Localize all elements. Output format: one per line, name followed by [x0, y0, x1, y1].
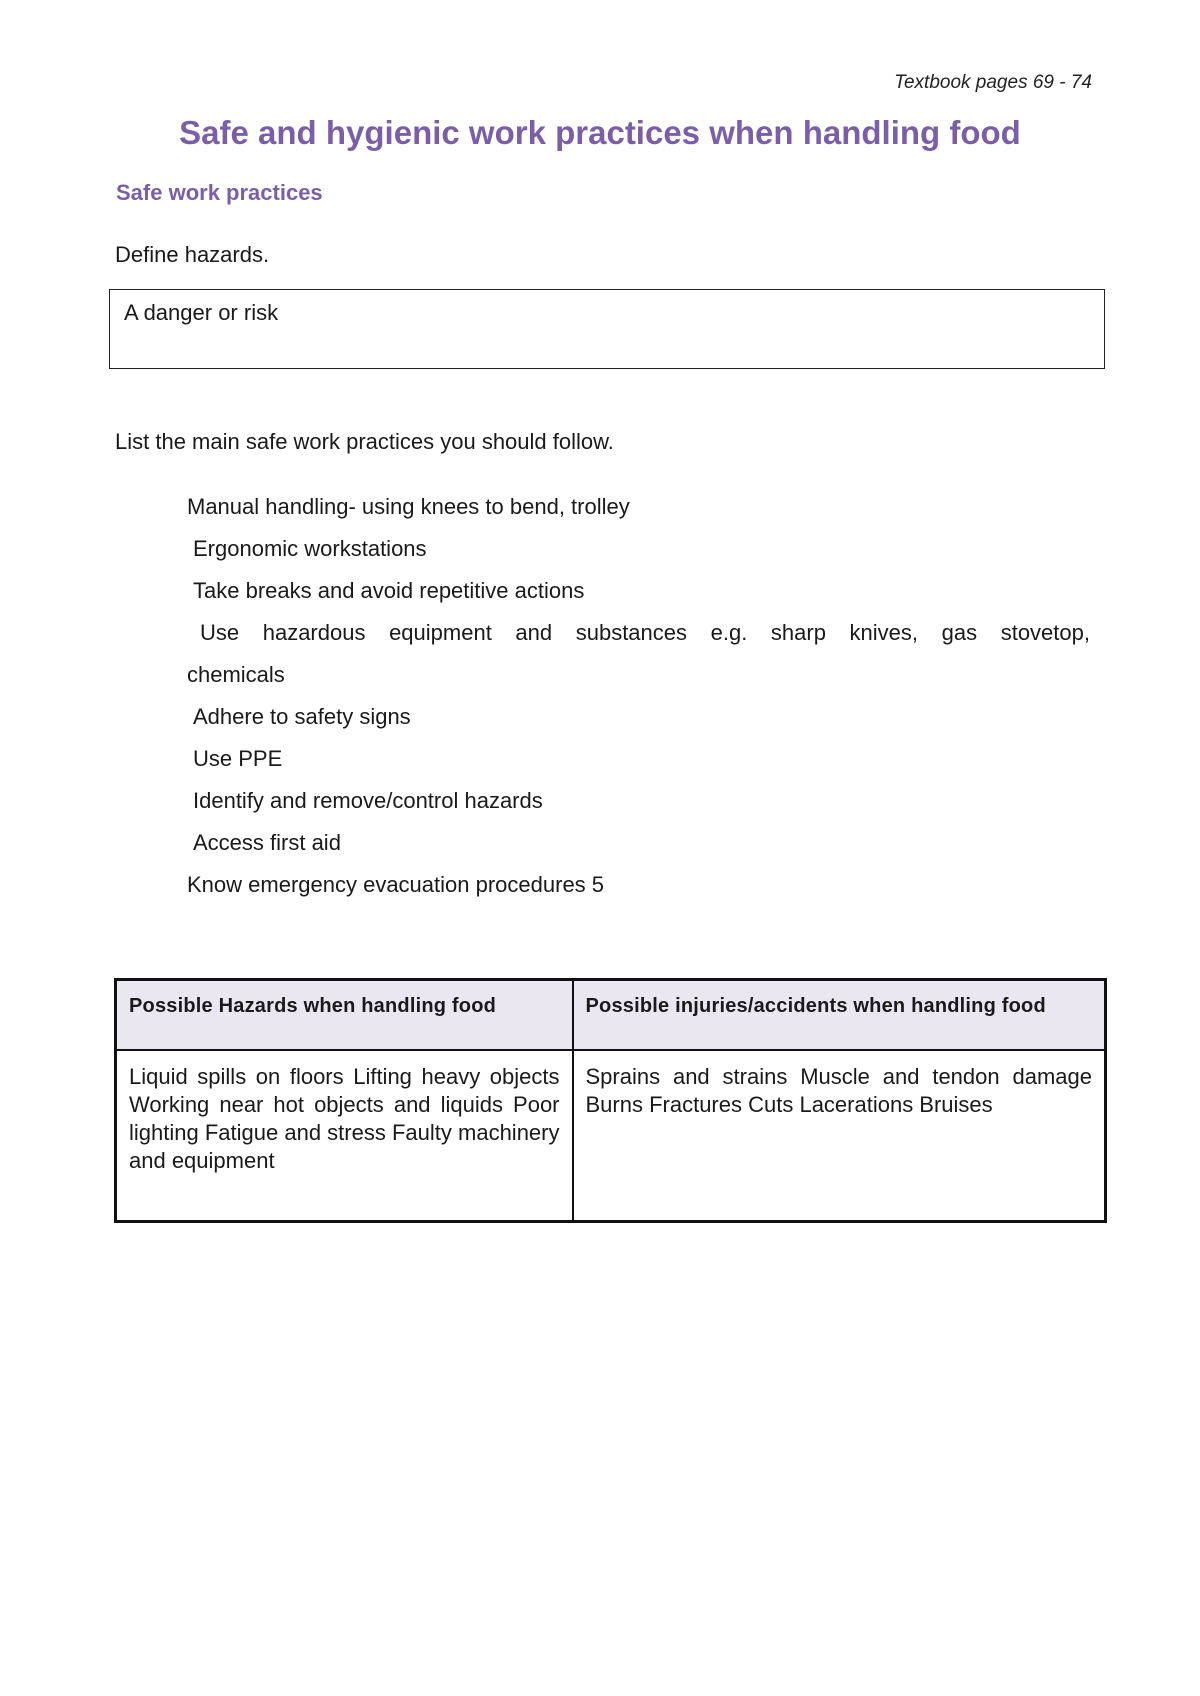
hazards-injuries-table	[114, 978, 1107, 1223]
header-injuries: Possible injuries/accidents when handling food	[573, 980, 1106, 1050]
page-reference: Textbook pages 69 - 74	[894, 72, 1092, 93]
header-hazards: Possible Hazards when handling food	[116, 980, 573, 1050]
list-item: Use PPE	[193, 746, 283, 771]
table-header-row	[116, 980, 1106, 1050]
define-hazards-answer-box[interactable]	[109, 289, 1105, 369]
list-item: chemicals	[187, 662, 285, 687]
table-row	[116, 1050, 1106, 1222]
list-item: Know emergency evacuation procedures 5	[187, 872, 605, 897]
safe-practices-list	[187, 486, 1090, 906]
list-item: Identify and remove/control hazards	[193, 788, 543, 813]
list-item: Access first aid	[193, 830, 341, 855]
list-item: Take breaks and avoid repetitive actions	[193, 578, 585, 603]
list-item: Ergonomic workstations	[193, 536, 427, 561]
list-item: Use hazardous equipment and substances e.g. sharp knives, gas stovetop,	[200, 620, 1090, 645]
hazards-cell[interactable]: Liquid spills on floors Lifting heavy objects Working near hot objects and liquids Poor lighting Fatigue and stress Faulty machinery and equipment	[116, 1050, 573, 1222]
define-hazards-prompt: Define hazards.	[115, 242, 270, 267]
list-item: Manual handling- using knees to bend, trolley	[187, 494, 630, 519]
safe-practices-prompt: List the main safe work practices you should follow.	[115, 429, 614, 454]
section-heading: Safe work practices	[116, 180, 323, 205]
injuries-cell[interactable]: Sprains and strains Muscle and tendon damage Burns Fractures Cuts Lacerations Bruises	[573, 1050, 1106, 1222]
list-item: Adhere to safety signs	[193, 704, 411, 729]
page-title: Safe and hygienic work practices when handling food	[179, 114, 1021, 151]
define-hazards-answer: A danger or risk	[124, 300, 279, 325]
